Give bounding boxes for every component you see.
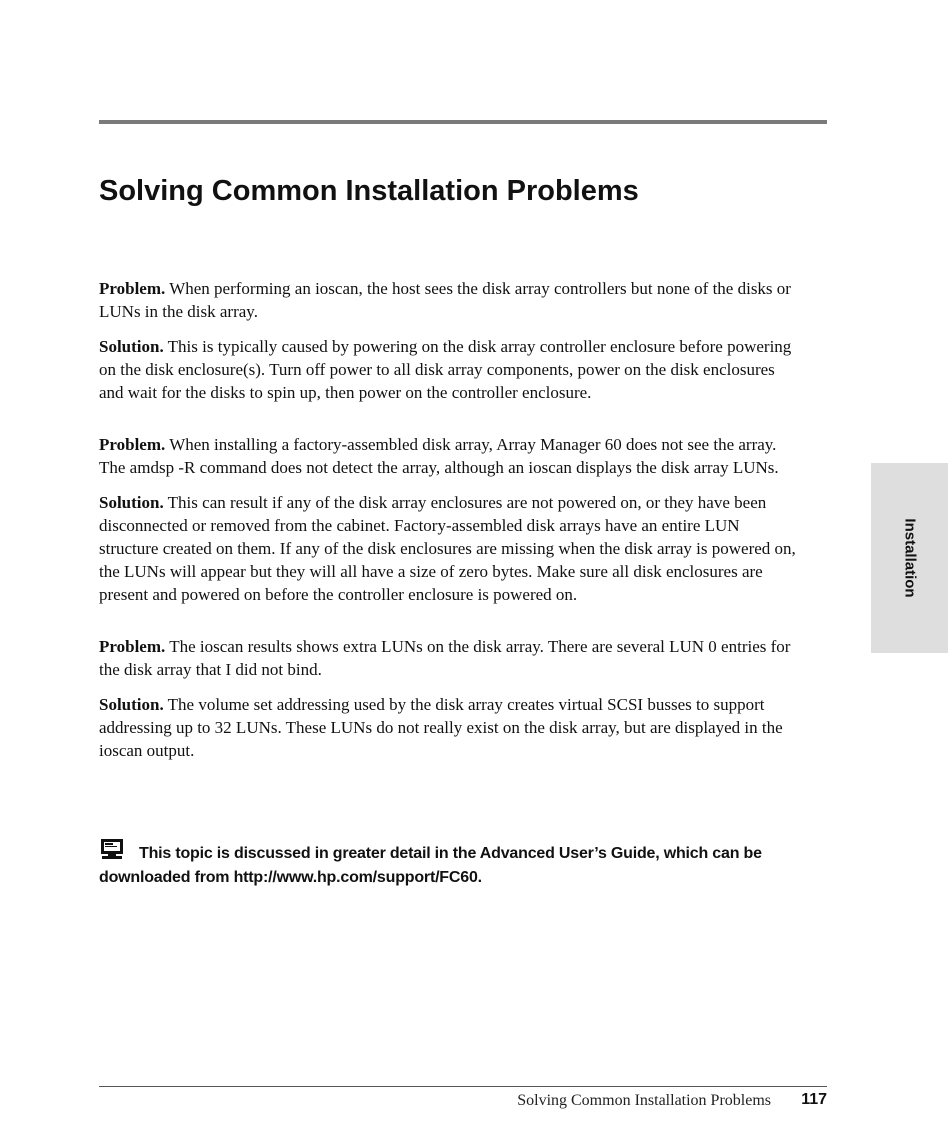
problem-2 (99, 433, 799, 479)
content (99, 277, 799, 762)
problem-label: Problem. (99, 637, 166, 656)
problem-text: When performing an ioscan, the host sees the disk array controllers but none of the disks or LUNs in the disk array. (99, 279, 791, 321)
note (99, 838, 819, 890)
solution-3 (99, 693, 799, 762)
solution-text: This is typically caused by powering on the disk array controller enclosure before powering on the disk enclosure(s). Turn off power to all disk array components, power on the disk enclosures and wait for the disks to spin up, then power on the controller enclosure. (99, 337, 792, 402)
solution-text: This can result if any of the disk array enclosures are not powered on, or they have been disconnected or removed from the cabinet. Factory-assembled disk arrays have an entire LUN structure created on them. If any of the disk enclosures are missing when the disk array is powered on, the LUNs will appear but they will all have a size of zero bytes. Make sure all disk enclosures are present and powered on before the controller enclosure is powered on. (99, 493, 796, 604)
page-title: Solving Common Installation Problems (99, 175, 639, 207)
section-tab-label: Installation (901, 518, 918, 598)
top-rule (99, 120, 827, 124)
problem-1 (99, 277, 799, 323)
problem-text: The ioscan results shows extra LUNs on the disk array. There are several LUN 0 entries for the disk array that I did not bind. (99, 637, 791, 679)
footer-rule (99, 1086, 827, 1087)
problem-label: Problem. (99, 435, 166, 454)
problem-3 (99, 635, 799, 681)
solution-label: Solution. (99, 695, 164, 714)
computer-monitor-icon (99, 838, 125, 860)
solution-2 (99, 491, 799, 606)
section-tab (871, 463, 948, 653)
problem-text: When installing a factory-assembled disk array, Array Manager 60 does not see the array. The amdsp -R command does not detect the array, although an ioscan displays the disk array LUNs. (99, 435, 779, 477)
footer-title: Solving Common Installation Problems (517, 1092, 771, 1109)
page-number: 117 (801, 1091, 827, 1108)
problem-label: Problem. (99, 279, 166, 298)
solution-label: Solution. (99, 337, 164, 356)
note-text: This topic is discussed in greater detail in the Advanced User’s Guide, which can be downloaded from http://www.hp.com/support/FC60. (99, 845, 762, 886)
solution-text: The volume set addressing used by the disk array creates virtual SCSI busses to support addressing up to 32 LUNs. These LUNs do not really exist on the disk array, but are displayed in the ioscan output. (99, 695, 783, 760)
solution-1 (99, 335, 799, 404)
solution-label: Solution. (99, 493, 164, 512)
